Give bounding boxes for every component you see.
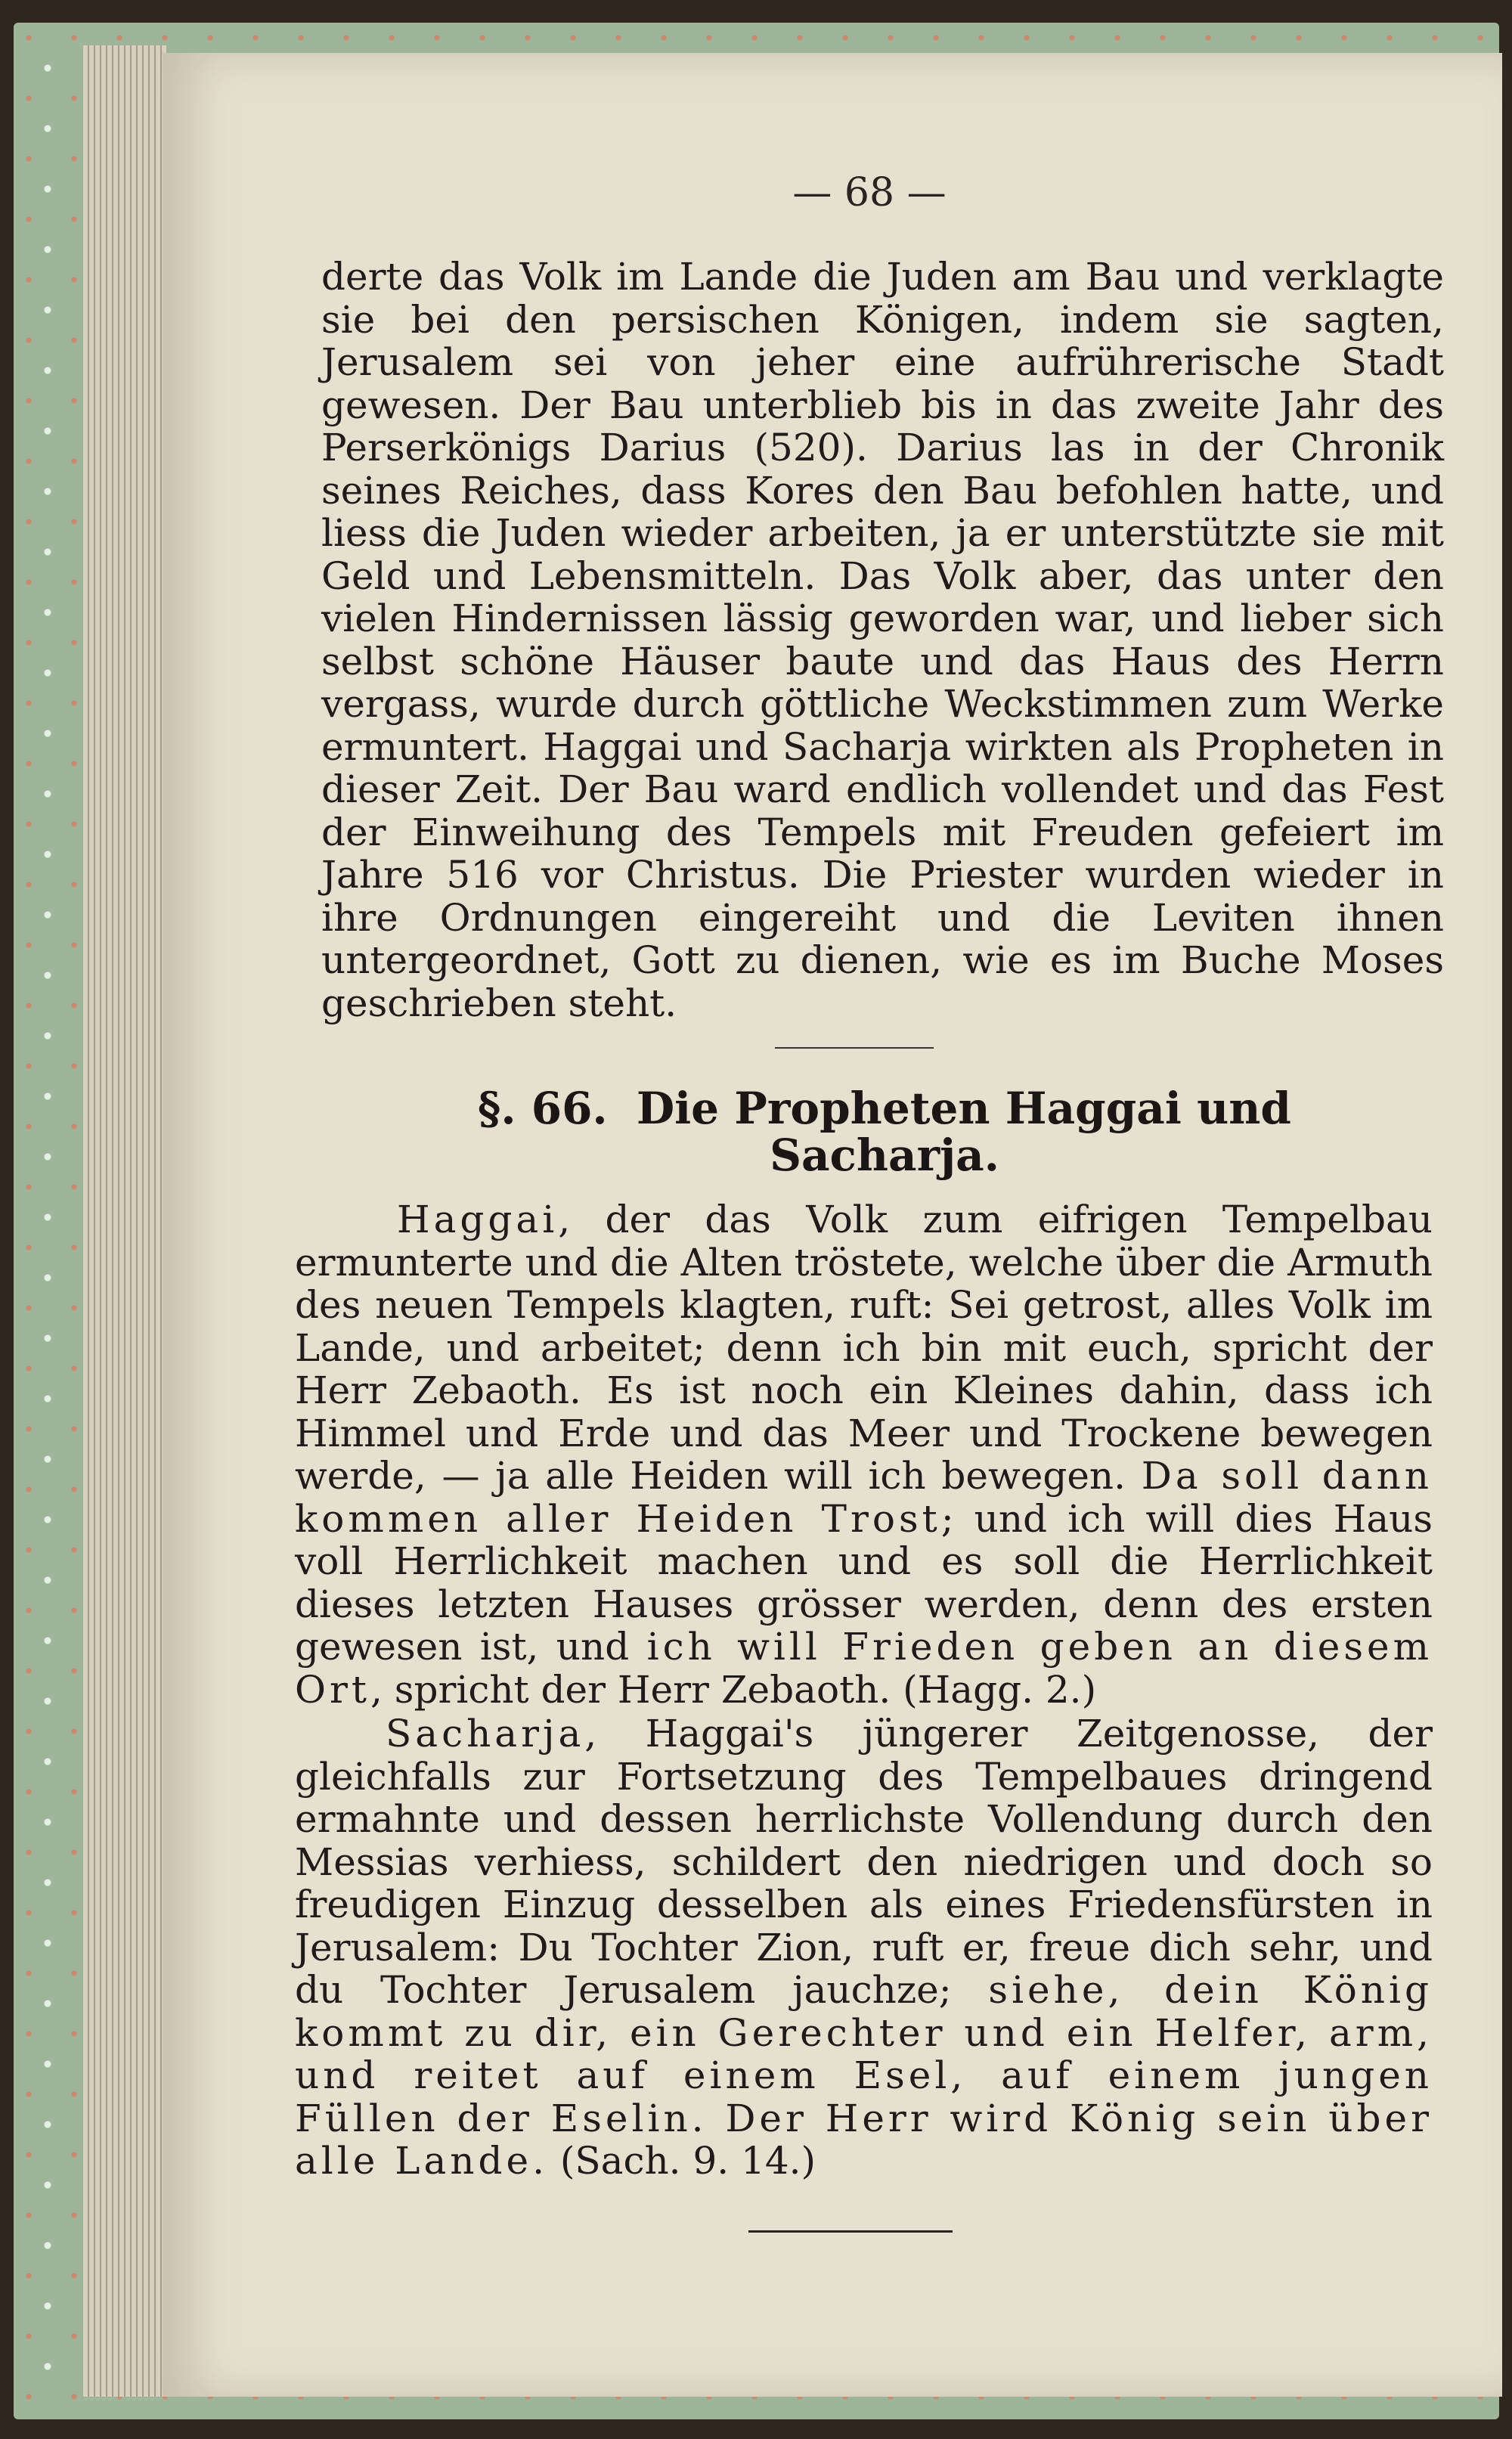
page-number: — 68 —	[792, 170, 947, 215]
sacharja-quote: siehe, dein König kommt zu dir, ein Gerechter und ein Helfer, arm, und reitet auf einem Esel, auf einem jungen Füllen der Eselin. Der Herr wird König sein über alle Lande.	[295, 1968, 1433, 2183]
section-number: §. 66.	[478, 1083, 608, 1134]
page-edges	[83, 45, 166, 2397]
divider-rule	[775, 1047, 934, 1049]
paragraph-haggai-text-2: ; und ich will dies Haus voll Herrlichkeit machen und es soll die Herrlichkeit dieses letzten Hauses grösser werden, denn des ersten gewesen ist, und	[295, 1496, 1433, 1669]
end-rule	[748, 2230, 953, 2233]
name-haggai: Haggai	[397, 1198, 559, 1241]
name-sacharja: Sacharja	[386, 1712, 585, 1756]
haggai-quote-1: Da soll dann kommen aller Heiden Trost	[295, 1454, 1433, 1541]
paragraph-haggai-text-3: , spricht der Herr Zebaoth. (Hagg. 2.)	[370, 1667, 1097, 1712]
section-title: Die Propheten Haggai und Sacharja.	[636, 1083, 1291, 1181]
paragraph-sacharja	[295, 1712, 1433, 2183]
paragraph-haggai	[295, 1198, 1433, 1711]
paragraph-sacharja-text: , Haggai's jüngerer Zeitgenosse, der gleichfalls zur Fortsetzung des Tempelbaues dringend ermahnte und dessen herrlichste Vollendung durch den Messias verhiess, schildert den niedrigen und doch so freudigen Einzug desselben als eines Friedensfürsten in Jerusalem: Du Tochter Zion, ruft er, freue dich sehr, und du Tochter Jerusalem jauchze;	[295, 1712, 1433, 2012]
paragraph-haggai-text: , der das Volk zum eifrigen Tempelbau ermunterte und die Alten tröstete, welche über die Armuth des neuen Tempels klagten, ruft: Sei getrost, alles Volk im Lande, und arbeitet; denn ich bin mit euch, spricht der Herr Zebaoth. Es ist noch ein Kleines dahin, dass ich Himmel und Erde und das Meer und Trockene bewegen werde, — ja alle Heiden will ich bewegen.	[295, 1198, 1433, 1498]
paragraph-sacharja-ref: (Sach. 9. 14.)	[547, 2139, 816, 2183]
section-heading	[393, 1085, 1376, 1179]
haggai-quote-2: ich will Frieden geben an diesem Ort	[295, 1625, 1433, 1712]
paragraph-1: derte das Volk im Lande die Juden am Bau und verklagte sie bei den persischen Königen, indem sie sagten, Jerusalem sei von jeher eine aufrührerische Stadt gewesen. Der Bau unterblieb bis in das zweite Jahr des Perserkönigs Darius (520). Darius las in der Chronik seines Reiches, dass Kores den Bau befohlen hatte, und liess die Juden wieder arbeiten, ja er unterstützte sie mit Geld und Lebensmitteln. Das Volk aber, das unter den vielen Hindernissen lässig geworden war, und lieber sich selbst schöne Häuser baute und das Haus des Herrn vergass, wurde durch göttliche Weckstimmen zum Werke ermuntert. Haggai und Sacharja wirkten als Propheten in dieser Zeit. Der Bau ward endlich vollendet und das Fest der Einweihung des Tempels mit Freuden gefeiert im Jahre 516 vor Christus. Die Priester wurden wieder in ihre Ordnungen eingereiht und die Leviten ihnen untergeordnet, Gott zu dienen, wie es im Buche Moses geschrieben steht.	[321, 255, 1444, 1025]
